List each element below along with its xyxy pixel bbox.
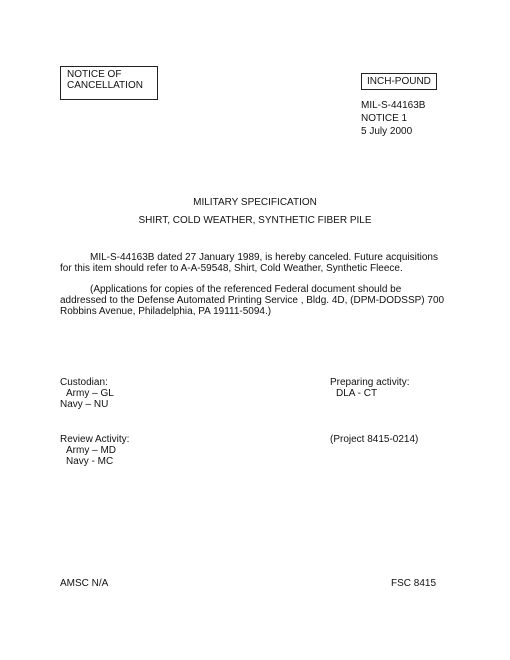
notice-box-line-2: CANCELLATION [67,80,143,91]
review-activity-army: Army – MD [66,445,116,456]
custodian-army: Army – GL [66,388,114,399]
preparing-activity-block [330,377,409,399]
inch-pound-box [361,73,437,90]
custodian-navy: Navy – NU [60,399,109,410]
notice-box-line-1: NOTICE OF [67,69,122,80]
review-activity-navy: Navy - MC [66,456,114,467]
custodian-block [60,377,114,410]
document-title: MILITARY SPECIFICATION [193,197,317,208]
notice-date: 5 July 2000 [361,126,413,137]
custodian-label: Custodian: [60,377,108,388]
review-activity-label: Review Activity: [60,434,130,445]
notice-number: NOTICE 1 [361,113,408,124]
document-subtitle: SHIRT, COLD WEATHER, SYNTHETIC FIBER PILE [138,215,372,226]
preparing-activity-label: Preparing activity: [330,377,410,388]
applications-paragraph: (Applications for copies of the referenced Federal document should be addressed to the Defense Automated Printing Service , Bldg. 4D, (DPM-DODSSP) 700 Robbins Avenue, Philadelphia, PA 19111-5094.) [60,284,445,317]
notice-of-cancellation-box [60,66,158,100]
inch-pound-label: INCH-POUND [367,76,431,87]
fsc-code: FSC 8415 [391,578,437,589]
project-number: (Project 8415-0214) [330,434,419,445]
document-id: MIL-S-44163B [361,100,426,111]
document-identifier-block [361,99,425,138]
cancellation-paragraph: MIL-S-44163B dated 27 January 1989, is hereby canceled. Future acquisitions for this item should refer to A-A-59548, Shirt, Cold Weather, Synthetic Fleece. [60,252,438,274]
preparing-activity-value: DLA - CT [336,388,378,399]
review-activity-block [60,434,129,467]
amsc-code: AMSC N/A [60,578,109,589]
